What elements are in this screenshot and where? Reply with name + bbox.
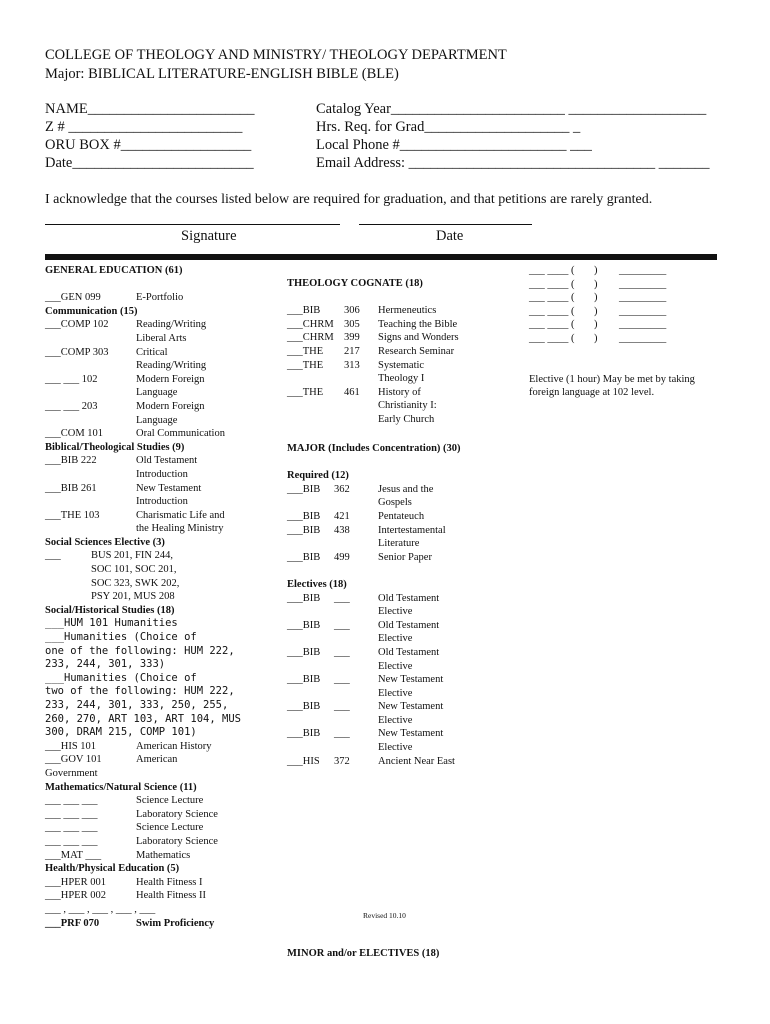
minor-electives-title: MINOR and/or ELECTIVES (18) bbox=[287, 948, 440, 959]
course-row bbox=[529, 318, 719, 332]
course-row bbox=[287, 331, 517, 345]
course-number: 461 bbox=[344, 386, 360, 398]
course-row bbox=[45, 454, 280, 468]
course-row bbox=[45, 386, 280, 400]
course-title[interactable]: _________ bbox=[619, 332, 667, 344]
course-title: Old Testament bbox=[378, 646, 440, 658]
course-title: Mathematics bbox=[136, 849, 191, 861]
course-code[interactable]: ___BIB bbox=[287, 510, 321, 522]
course-title: Science Lecture bbox=[136, 822, 204, 834]
course-row bbox=[45, 917, 280, 931]
course-row bbox=[45, 414, 280, 428]
course-row bbox=[45, 427, 280, 441]
major-title: Major: BIBLICAL LITERATURE-ENGLISH BIBLE (BLE) bbox=[45, 66, 399, 82]
course-title: American History bbox=[136, 740, 212, 752]
course-row bbox=[287, 372, 517, 386]
course-code[interactable]: ___PRF 070 bbox=[45, 917, 100, 929]
date-line[interactable] bbox=[359, 224, 532, 225]
theology-cognate-section bbox=[287, 277, 517, 427]
oru-box-field[interactable]: ORU BOX #__________________ bbox=[45, 137, 252, 153]
course-code[interactable]: ___ ___ 203 bbox=[45, 400, 98, 412]
course-title: Modern Foreign bbox=[136, 373, 205, 385]
humanities-line[interactable]: ___HUM 101 Humanities bbox=[45, 617, 178, 630]
course-title: Old Testament bbox=[378, 592, 440, 604]
course-row bbox=[45, 740, 280, 754]
course-title: Liberal Arts bbox=[136, 332, 187, 344]
course-code[interactable]: ___COMP 303 bbox=[45, 346, 109, 358]
hrs-req-field[interactable]: Hrs. Req. for Grad____________________ _ bbox=[316, 119, 581, 135]
course-row bbox=[45, 332, 280, 346]
course-title: Oral Communication bbox=[136, 428, 225, 440]
course-number: ) bbox=[594, 278, 598, 290]
course-title: Laboratory Science bbox=[136, 835, 218, 847]
course-title: New Testament bbox=[378, 701, 444, 713]
elective-note: foreign language at 102 level. bbox=[529, 387, 655, 399]
elective-note: Elective (1 hour) May be met by taking bbox=[529, 373, 695, 385]
course-blanks[interactable]: ___ , ___ , ___ , ___ , ___ bbox=[45, 903, 156, 915]
course-title: Research Seminar bbox=[378, 345, 455, 357]
course-row bbox=[45, 318, 280, 332]
course-row bbox=[287, 318, 517, 332]
course-code[interactable]: ___GEN 099 bbox=[45, 292, 101, 304]
course-row bbox=[287, 632, 517, 646]
signature-label: Signature bbox=[181, 228, 237, 244]
course-code[interactable]: ___ ____ ( bbox=[529, 265, 575, 276]
electives-title: Electives (18) bbox=[287, 578, 347, 590]
course-options: PSY 201, MUS 208 bbox=[91, 591, 175, 603]
course-row bbox=[45, 794, 280, 808]
course-title: Early Church bbox=[378, 413, 435, 425]
extra-courses-section bbox=[529, 264, 719, 400]
date-field[interactable]: Date_________________________ bbox=[45, 155, 254, 171]
gen-ed-title: GENERAL EDUCATION (61) bbox=[45, 265, 183, 276]
course-row bbox=[45, 876, 280, 890]
date-label: Date bbox=[436, 228, 464, 244]
course-row bbox=[529, 305, 719, 319]
revised-note: Revised 10.10 bbox=[363, 911, 406, 920]
course-number: ) bbox=[594, 292, 598, 304]
course-number: 499 bbox=[334, 551, 350, 563]
course-row bbox=[287, 619, 517, 633]
course-title: Reading/Writing bbox=[136, 319, 207, 331]
course-title: Ancient Near East bbox=[378, 755, 455, 767]
course-title: New Testament bbox=[136, 482, 202, 494]
course-row bbox=[287, 413, 517, 427]
humanities-line[interactable]: ___Humanities (Choice of bbox=[45, 671, 197, 684]
course-number: 305 bbox=[344, 318, 360, 330]
course-number: 362 bbox=[334, 483, 350, 495]
course-row bbox=[45, 400, 280, 414]
department-title: COLLEGE OF THEOLOGY AND MINISTRY/ THEOLOGY DEPARTMENT bbox=[45, 47, 507, 63]
course-title: Pentateuch bbox=[378, 510, 425, 522]
course-row bbox=[287, 755, 517, 769]
humanities-line: 233, 244, 301, 333, 250, 255, bbox=[45, 699, 229, 711]
course-row bbox=[287, 727, 517, 741]
course-code[interactable]: ___ ____ ( bbox=[529, 278, 575, 290]
course-row bbox=[287, 660, 517, 674]
course-title: Systematic bbox=[378, 359, 425, 371]
course-code[interactable]: ___THE bbox=[287, 359, 324, 371]
course-number: 313 bbox=[344, 359, 360, 371]
course-code[interactable]: ___ ___ ___ bbox=[45, 808, 98, 820]
course-title: E-Portfolio bbox=[136, 292, 184, 304]
course-code[interactable]: ___ ____ ( bbox=[529, 292, 575, 304]
required-title: Required (12) bbox=[287, 470, 349, 482]
course-row bbox=[287, 510, 517, 524]
course-code[interactable]: ___CHRM bbox=[287, 332, 334, 344]
course-title: Language bbox=[136, 414, 178, 426]
course-row bbox=[45, 495, 280, 509]
course-title: Introduction bbox=[136, 496, 188, 508]
course-title: Health Fitness I bbox=[136, 876, 203, 888]
course-code[interactable]: ___BIB 261 bbox=[45, 482, 97, 494]
course-row bbox=[287, 741, 517, 755]
spacer bbox=[287, 291, 517, 305]
spacer bbox=[287, 564, 517, 578]
spacer bbox=[529, 359, 719, 373]
course-options: SOC 101, SOC 201, bbox=[91, 564, 177, 576]
course-title[interactable]: _________ bbox=[619, 319, 667, 331]
signature-line[interactable] bbox=[45, 224, 340, 225]
course-title: Literature bbox=[378, 538, 420, 550]
major-title: MAJOR (Includes Concentration) (30) bbox=[287, 443, 461, 454]
course-number: 372 bbox=[334, 755, 350, 767]
course-number: 438 bbox=[334, 524, 350, 536]
course-code[interactable]: ___COM 101 bbox=[45, 428, 104, 440]
course-title: New Testament bbox=[378, 674, 444, 686]
course-title: Government bbox=[45, 767, 98, 779]
course-row bbox=[45, 482, 280, 496]
course-code[interactable]: ___BIB bbox=[287, 701, 321, 713]
course-title: Critical bbox=[136, 346, 168, 358]
course-number[interactable]: ___ bbox=[334, 619, 350, 631]
course-row bbox=[287, 551, 517, 565]
course-code[interactable]: ___HIS 101 bbox=[45, 740, 97, 752]
course-row bbox=[45, 889, 280, 903]
course-code[interactable]: ___THE bbox=[287, 345, 324, 357]
course-number[interactable]: ___ bbox=[334, 728, 350, 740]
course-title: Intertestamental bbox=[378, 524, 446, 536]
course-title: Swim Proficiency bbox=[136, 917, 215, 929]
course-row bbox=[45, 509, 280, 523]
social-sciences-title: Social Sciences Elective (3) bbox=[45, 536, 165, 548]
name-field[interactable]: NAME_______________________ bbox=[45, 101, 255, 117]
course-row bbox=[287, 700, 517, 714]
course-title[interactable]: _________ bbox=[619, 292, 667, 304]
course-row bbox=[529, 332, 719, 346]
course-row bbox=[287, 537, 517, 551]
course-number: 217 bbox=[344, 345, 360, 357]
course-code[interactable]: ___ ___ ___ bbox=[45, 822, 98, 834]
course-options: SOC 323, SWK 202, bbox=[91, 577, 180, 589]
course-title: Jesus and the bbox=[378, 483, 434, 495]
course-code[interactable]: ___HPER 001 bbox=[45, 876, 106, 888]
spacer bbox=[529, 346, 719, 360]
course-title: Signs and Wonders bbox=[378, 332, 459, 344]
course-number: 399 bbox=[344, 332, 360, 344]
course-title: Old Testament bbox=[136, 455, 198, 467]
course-title: Charismatic Life and bbox=[136, 509, 225, 521]
course-code[interactable]: ___BIB bbox=[287, 646, 321, 658]
course-code[interactable]: ___ ____ ( bbox=[529, 332, 575, 344]
course-title: Elective bbox=[378, 660, 413, 672]
course-row bbox=[287, 605, 517, 619]
course-code[interactable]: ___ ____ ( bbox=[529, 319, 575, 331]
course-title: Language bbox=[136, 387, 178, 399]
course-title[interactable]: _________ bbox=[619, 305, 667, 317]
course-code[interactable]: ___THE bbox=[287, 386, 324, 398]
course-code[interactable]: ___COMP 102 bbox=[45, 319, 109, 331]
course-row bbox=[45, 835, 280, 849]
general-education-section bbox=[45, 264, 280, 930]
course-title: Senior Paper bbox=[378, 551, 432, 563]
course-row bbox=[45, 468, 280, 482]
course-number: 306 bbox=[344, 305, 360, 317]
email-field[interactable]: Email Address: __________________________________ _______ bbox=[316, 155, 710, 171]
course-title: Science Lecture bbox=[136, 795, 204, 807]
course-code[interactable]: ___BIB bbox=[287, 728, 321, 740]
social-historical-title: Social/Historical Studies (18) bbox=[45, 604, 175, 616]
course-row bbox=[45, 821, 280, 835]
course-title: Health Fitness II bbox=[136, 890, 206, 902]
divider-bar bbox=[45, 254, 717, 260]
course-title: History of bbox=[378, 386, 421, 398]
course-title: Old Testament bbox=[378, 619, 440, 631]
course-code[interactable]: ___ ____ ( bbox=[529, 305, 575, 317]
course-options: BUS 201, FIN 244, bbox=[91, 550, 173, 562]
course-title: Hermeneutics bbox=[378, 305, 437, 317]
course-row bbox=[45, 359, 280, 373]
course-row bbox=[287, 673, 517, 687]
course-row bbox=[45, 849, 280, 863]
course-number[interactable]: ___ bbox=[334, 674, 350, 686]
course-row bbox=[287, 304, 517, 318]
course-row bbox=[287, 386, 517, 400]
communication-title: Communication (15) bbox=[45, 305, 138, 317]
course-title[interactable]: _________ bbox=[619, 278, 667, 290]
course-title: Reading/Writing bbox=[136, 360, 207, 372]
course-title: Elective bbox=[378, 633, 413, 645]
course-title: Laboratory Science bbox=[136, 808, 218, 820]
z-number-field[interactable]: Z # ________________________ bbox=[45, 119, 243, 135]
math-science-title: Mathematics/Natural Science (11) bbox=[45, 781, 197, 793]
course-row bbox=[45, 767, 280, 781]
course-code[interactable]: ___MAT ___ bbox=[45, 849, 102, 861]
course-row bbox=[287, 592, 517, 606]
humanities-line: 300, DRAM 215, COMP 101) bbox=[45, 726, 197, 739]
biblical-studies-title: Biblical/Theological Studies (9) bbox=[45, 441, 185, 453]
course-number[interactable]: ___ bbox=[334, 701, 350, 713]
spacer bbox=[45, 278, 280, 292]
course-row bbox=[287, 714, 517, 728]
course-number: ) bbox=[594, 265, 598, 276]
course-title: the Healing Ministry bbox=[136, 523, 224, 535]
humanities-line: one of the following: HUM 222, bbox=[45, 644, 235, 657]
course-code[interactable]: ___BIB bbox=[287, 674, 321, 686]
acknowledgement: I acknowledge that the courses listed below are required for graduation, and that petitions are rarely granted. bbox=[45, 192, 653, 207]
humanities-line[interactable]: ___Humanities (Choice of bbox=[45, 631, 197, 644]
course-code[interactable]: ___THE 103 bbox=[45, 509, 100, 521]
course-row bbox=[287, 496, 517, 510]
course-row bbox=[529, 278, 719, 292]
course-row bbox=[287, 646, 517, 660]
course-title: Gospels bbox=[378, 497, 412, 509]
humanities-line: 233, 244, 301, 333) bbox=[45, 658, 166, 671]
course-title: Elective bbox=[378, 742, 413, 754]
course-row bbox=[45, 577, 280, 591]
course-row bbox=[45, 373, 280, 387]
course-code[interactable]: ___ ___ ___ bbox=[45, 835, 98, 847]
course-code[interactable]: ___BIB bbox=[287, 592, 321, 604]
course-number: ) bbox=[594, 319, 598, 331]
course-code[interactable]: ___BIB bbox=[287, 551, 321, 563]
course-code[interactable]: ___GOV 101 bbox=[45, 754, 102, 766]
course-code[interactable]: ___ ___ ___ bbox=[45, 795, 98, 807]
course-code[interactable]: ___ ___ 102 bbox=[45, 373, 98, 385]
course-row bbox=[287, 524, 517, 538]
course-code[interactable]: ___CHRM bbox=[287, 318, 334, 330]
spacer bbox=[287, 456, 517, 470]
course-code[interactable]: ___BIB bbox=[287, 305, 321, 317]
course-title: Modern Foreign bbox=[136, 400, 205, 412]
course-title: New Testament bbox=[378, 728, 444, 740]
course-row bbox=[45, 346, 280, 360]
course-row bbox=[45, 808, 280, 822]
course-code[interactable]: ___HIS bbox=[287, 755, 320, 767]
course-title[interactable]: _________ bbox=[619, 265, 667, 276]
cognate-title: THEOLOGY COGNATE (18) bbox=[287, 278, 423, 289]
course-row bbox=[45, 549, 280, 563]
course-number: ) bbox=[594, 332, 598, 344]
course-row bbox=[45, 291, 280, 305]
major-section bbox=[287, 442, 517, 768]
course-row bbox=[45, 753, 280, 767]
course-row bbox=[287, 399, 517, 413]
course-title: Introduction bbox=[136, 468, 188, 480]
course-row bbox=[287, 483, 517, 497]
course-row bbox=[287, 345, 517, 359]
course-row bbox=[287, 359, 517, 373]
humanities-line: 260, 270, ART 103, ART 104, MUS bbox=[45, 712, 241, 725]
course-title: Theology I bbox=[378, 373, 425, 385]
course-title: American bbox=[136, 754, 178, 766]
course-code[interactable]: ___BIB 222 bbox=[45, 455, 97, 467]
course-number: 421 bbox=[334, 510, 350, 522]
course-row bbox=[45, 563, 280, 577]
course-row bbox=[45, 522, 280, 536]
course-title: Elective bbox=[378, 687, 413, 699]
health-pe-title: Health/Physical Education (5) bbox=[45, 863, 180, 875]
course-row bbox=[45, 590, 280, 604]
course-title: Teaching the Bible bbox=[378, 318, 458, 330]
course-code[interactable]: ___BIB bbox=[287, 524, 321, 536]
course-code[interactable]: ___BIB bbox=[287, 619, 321, 631]
humanities-line: two of the following: HUM 222, bbox=[45, 685, 235, 698]
course-row bbox=[529, 291, 719, 305]
course-code[interactable]: ___HPER 002 bbox=[45, 890, 106, 902]
course-row bbox=[45, 903, 280, 917]
course-blank[interactable]: ___ bbox=[45, 550, 61, 562]
course-number: ) bbox=[594, 305, 598, 317]
local-phone-field[interactable]: Local Phone #_______________________ ___ bbox=[316, 137, 592, 153]
course-number[interactable]: ___ bbox=[334, 592, 350, 604]
course-row bbox=[529, 264, 719, 278]
course-title: Elective bbox=[378, 606, 413, 618]
course-number[interactable]: ___ bbox=[334, 646, 350, 658]
course-title: Elective bbox=[378, 714, 413, 726]
course-title: Christianity I: bbox=[378, 400, 437, 412]
course-row bbox=[287, 687, 517, 701]
catalog-year-field[interactable]: Catalog Year________________________ ___________________ bbox=[316, 101, 707, 117]
course-code[interactable]: ___BIB bbox=[287, 483, 321, 495]
